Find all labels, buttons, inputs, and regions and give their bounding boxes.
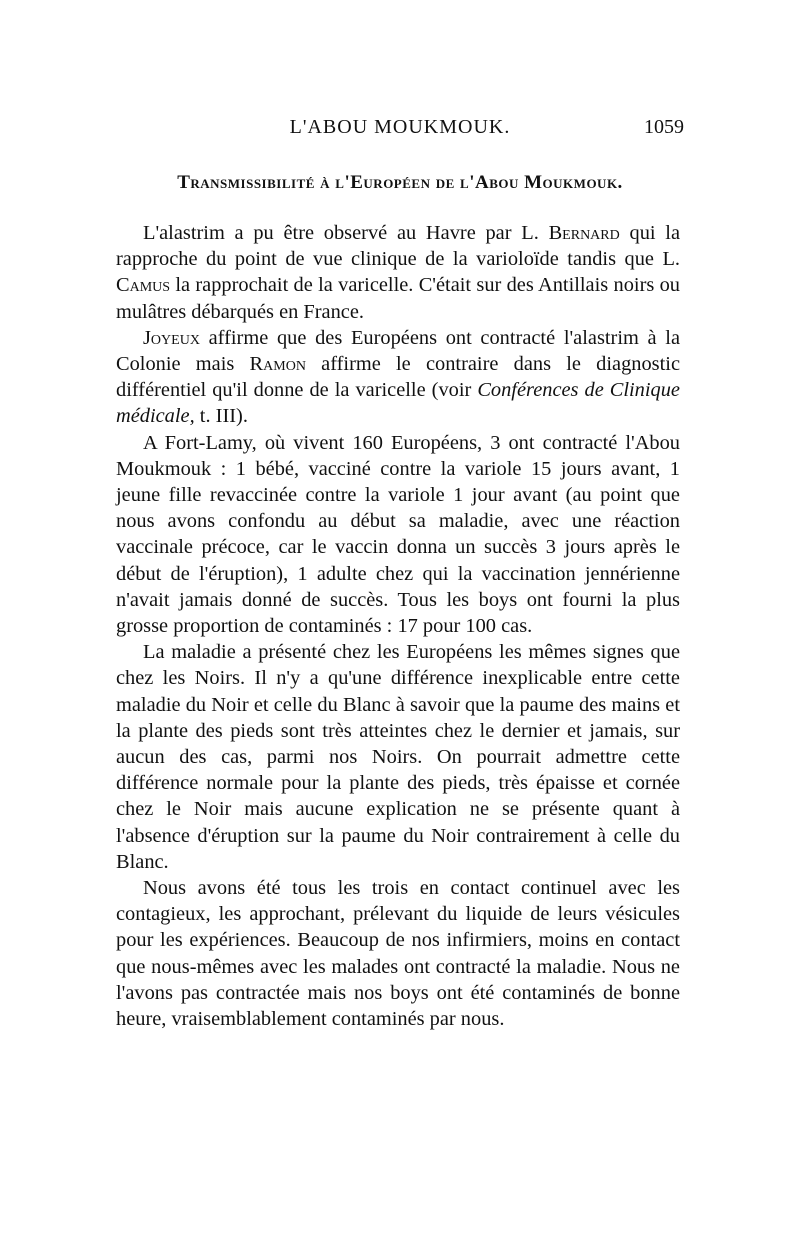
p1-text-1: L'alastrim a pu être observé au Havre par L. bbox=[143, 222, 549, 244]
paragraph-3: A Fort-Lamy, où vivent 160 Européens, 3 ont contracté l'Abou Moukmouk : 1 bébé, vacciné contre la variole 15 jours avant, 1 jeune fille revaccinée contre la variole 1 jour avant (au point que nous avons confondu au début sa maladie, avec une réaction vaccinale précoce, car le vaccin donna un succès 3 jours après le début de l'éruption), 1 adulte chez qui la vaccination jennérienne n'avait jamais donné de succès. Tous les boys ont fourni la plus grosse proportion de contaminés : 17 pour 100 cas. bbox=[116, 431, 680, 638]
paragraph-5: Nous avons été tous les trois en contact continuel avec les contagieux, les approchant, prélevant du liquide de leurs vésicules pour les expériences. Beaucoup de nos infirmiers, moins en contact que nous-mêmes avec les malades ont contracté la maladie. Nous ne l'avons pas contractée mais nos boys ont été contaminés de bonne heure, vraisemblablement contaminés par nous. bbox=[116, 877, 680, 1031]
author-name-bernard: Bernard bbox=[548, 222, 620, 244]
page-number: 1059 bbox=[644, 116, 684, 138]
p2-text-3: t. III). bbox=[194, 405, 248, 428]
section-title: Transmissibilité à l'Européen de l'Abou Moukmouk. bbox=[177, 172, 623, 193]
author-name-joyeux: Joyeux bbox=[143, 326, 200, 349]
reference-title: Conférences de Clinique médicale, bbox=[116, 379, 680, 428]
body-text bbox=[116, 220, 680, 1032]
p1-text-3: la rapprochait de la varicelle. C'était sur des Antillais noirs ou mulâtres débarqués en France. bbox=[116, 274, 680, 323]
running-header bbox=[116, 116, 684, 146]
running-title: L'ABOU MOUKMOUK. bbox=[289, 116, 511, 138]
paragraph-2 bbox=[116, 325, 680, 430]
author-name-camus: Camus bbox=[116, 274, 171, 297]
p1-text-2: qui la rapproche du point de vue clinique de la varioloïde tandis que L. bbox=[116, 222, 681, 271]
author-name-ramon: Ramon bbox=[249, 353, 306, 376]
paragraph-4: La maladie a présenté chez les Européens les mêmes signes que chez les Noirs. Il n'y a qu'une différence inexplicable entre cette maladie du Noir et celle du Blanc à savoir que la paume des mains et la plante des pieds sont très atteintes chez le dernier et jamais, sur aucun des cas, parmi nos Noirs. On pourrait admettre cette différence normale pour la plante des pieds, très épaisse et cornée chez le Noir mais aucune explication ne se présente quant à l'absence d'éruption sur la paume du Noir contrairement à celle du Blanc. bbox=[116, 641, 680, 873]
p2-text-1: affirme que des Européens ont contracté l'alastrim à la Colonie mais bbox=[116, 326, 680, 376]
p2-text-2: affirme le contraire dans le diagnostic différentiel qu'il donne de la varicelle (voir bbox=[116, 353, 680, 402]
paragraph-1 bbox=[116, 220, 680, 325]
